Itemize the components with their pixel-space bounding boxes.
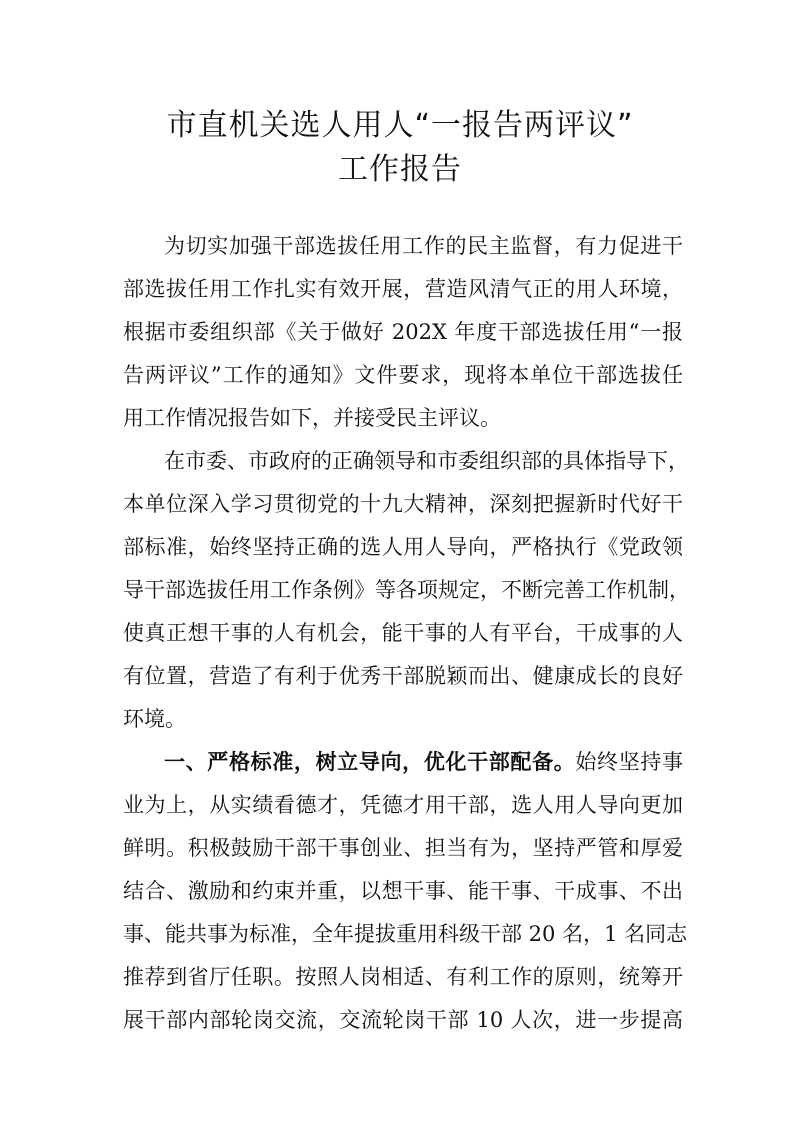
paragraph-3-line-7: 展干部内部轮岗交流，交流轮岗干部 10 人次，进一步提高 xyxy=(123,1008,683,1032)
paragraph-3-line-2: 业为上，从实绩看德才，凭德才用干部，选人用人导向更加 xyxy=(123,793,683,817)
paragraph-2-line-3: 部标准，始终坚持正确的选人用人导向，严格执行《党政领 xyxy=(123,535,683,559)
paragraph-3-line-4: 结合、激励和约束并重，以想干事、能干事、干成事、不出 xyxy=(123,879,683,903)
paragraph-2-line-4: 导干部选拔任用工作条例》等各项规定，不断完善工作机制， xyxy=(123,578,690,602)
document-title-line-2: 工作报告 xyxy=(338,152,462,187)
paragraph-2-line-6: 有位置，营造了有利于优秀干部脱颖而出、健康成长的良好 xyxy=(123,664,683,688)
section-heading: 一、严格标准，树立导向，优化干部配备。 xyxy=(164,750,576,774)
paragraph-2-line-5: 使真正想干事的人有机会，能干事的人有平台，干成事的人 xyxy=(123,621,683,645)
paragraph-1-line-2: 部选拔任用工作扎实有效开展，营造风清气正的用人环境， xyxy=(123,277,683,301)
paragraph-1-line-5: 用工作情况报告如下，并接受民主评议。 xyxy=(123,406,501,430)
paragraph-2-line-2: 本单位深入学习贯彻党的十九大精神，深刻把握新时代好干 xyxy=(123,492,683,516)
paragraph-3-line-3: 鲜明。积极鼓励干部干事创业、担当有为，坚持严管和厚爱 xyxy=(123,836,683,860)
paragraph-1-line-4: 告两评议”工作的通知》文件要求，现将本单位干部选拔任 xyxy=(123,363,683,387)
paragraph-2-line-7: 环境。 xyxy=(123,707,186,731)
document-title-line-1: 市直机关选人用人“一报告两评议” xyxy=(166,108,634,143)
paragraph-3-line-5: 事、能共事为标准，全年提拔重用科级干部 20 名，1 名同志 xyxy=(123,922,688,946)
paragraph-1-line-3: 根据市委组织部《关于做好 202X 年度干部选拔任用“一报 xyxy=(123,320,683,344)
paragraph-3-line-1 xyxy=(164,748,683,776)
paragraph-1-line-1: 为切实加强干部选拔任用工作的民主监督，有力促进干 xyxy=(164,234,683,258)
paragraph-3-line-6: 推荐到省厅任职。按照人岗相适、有利工作的原则，统筹开 xyxy=(123,965,683,989)
paragraph-3-line-1-text: 始终坚持事 xyxy=(575,750,683,774)
paragraph-2-line-1: 在市委、市政府的正确领导和市委组织部的具体指导下， xyxy=(164,449,689,473)
